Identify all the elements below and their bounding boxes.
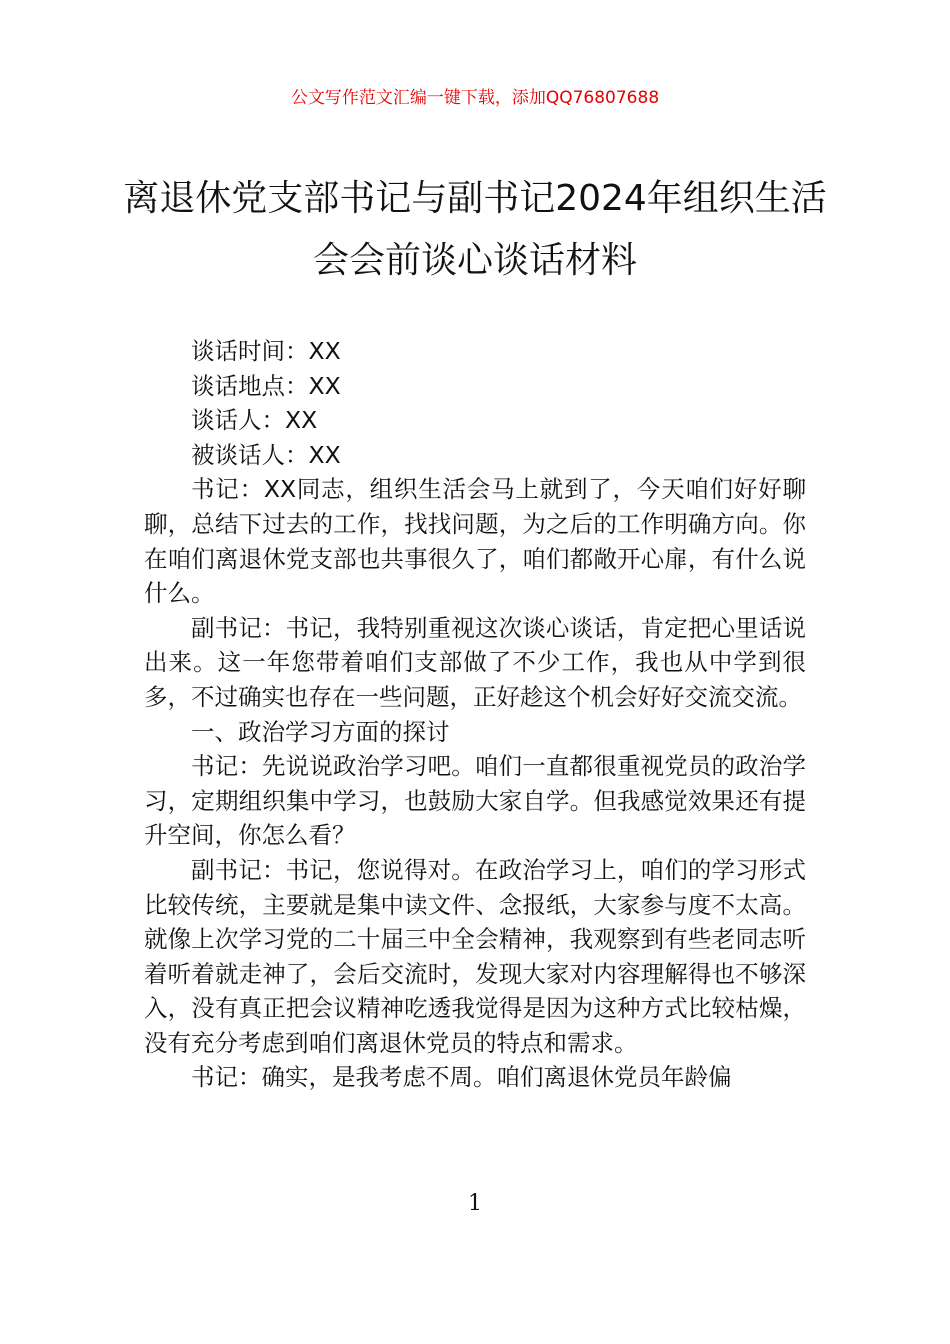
meta-line-place: 谈话地点：XX [191, 371, 341, 400]
paragraph: 书记：XX同志，组织生活会马上就到了，今天咱们好好聊聊，总结下过去的工作，找找问题，为之后的工作明确方向。你在咱们离退休党支部也共事很久了，咱们都敞开心扉，有什么说什么。 [144, 475, 806, 608]
promo-banner[interactable] [0, 86, 950, 110]
document-title: 离退休党支部书记与副书记2024年组织生活会会前谈心谈话材料 [123, 178, 827, 281]
paragraph: 副书记：书记，您说得对。在政治学习上，咱们的学习形式比较传统，主要就是集中读文件、念报纸，大家参与度不太高。就像上次学习党的二十届三中全会精神，我观察到有些老同志听着听着就走神了，会后交流时，发现大家对内容理解得也不够深入，没有真正把会议精神吃透我觉得是因为这种方式比较枯燥，没有充分考虑到咱们离退休党员的特点和需求。 [144, 855, 806, 1057]
document-body [144, 334, 806, 1095]
page-number: 1 [468, 1191, 482, 1216]
promo-banner-text: 公文写作范文汇编一键下载，添加QQ76807688 [290, 88, 660, 108]
meta-line-time: 谈话时间：XX [191, 337, 341, 365]
paragraph: 副书记：书记，我特别重视这次谈心谈话，肯定把心里话说出来。这一年您带着咱们支部做了不少工作，我也从中学到很多，不过确实也存在一些问题，正好趁这个机会好好交流交流。 [144, 613, 806, 711]
meta-line-interviewee: 被谈话人：XX [191, 440, 341, 469]
paragraph: 书记：先说说政治学习吧。咱们一直都很重视党员的政治学习，定期组织集中学习，也鼓励大家自学。但我感觉效果还有提升空间，你怎么看？ [144, 752, 806, 850]
paragraph: 书记：确实，是我考虑不周。咱们离退休党员年龄偏 [191, 1063, 732, 1092]
meta-line-interviewer: 谈话人：XX [191, 406, 318, 435]
section-heading: 一、政治学习方面的探讨 [191, 717, 450, 746]
